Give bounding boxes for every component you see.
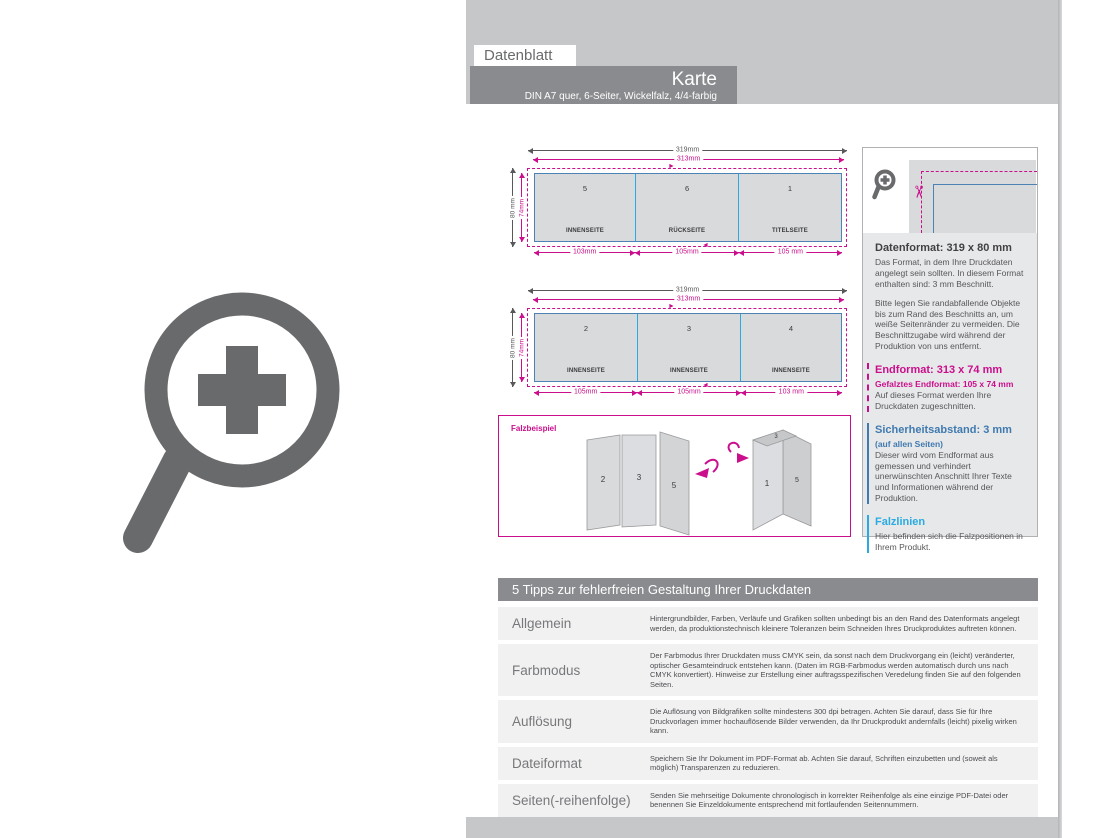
tip-text: Speichern Sie Ihr Dokument im PDF-Format ab. Achten Sie darauf, Schriften einzubetten und (soweit als möglich) Transparenzen zu reduzieren.	[650, 753, 998, 773]
panel-label: INNENSEITE	[566, 368, 605, 374]
table-row	[498, 607, 1038, 640]
dim-height-outer-bottom	[509, 308, 517, 387]
scissors-icon: ✂	[909, 184, 929, 200]
table-row	[498, 700, 1038, 743]
section-datenformat	[867, 241, 1028, 352]
fold-example-illustration	[499, 416, 850, 536]
dim-panel-width	[534, 248, 635, 260]
dim-height-inner-bottom	[518, 313, 526, 382]
panel-label: RÜCKSEITE	[668, 228, 706, 234]
zoom-plus-icon-small	[871, 168, 903, 204]
dim-label: 103mm	[570, 249, 599, 257]
panel-label: INNENSEITE	[566, 228, 605, 234]
fold-open-panel-number: 5	[671, 481, 677, 490]
table-row	[498, 747, 1038, 780]
tip-text: Der Farbmodus Ihrer Druckdaten muss CMYK sein, da sonst nach dem Druckvorgang ein (leicht) veränderter, optischer Gesamteindruck entstehen kann. (Daten im RGB-Farbmodus werden automatisch durch uns nach CMYK konvertiert). Hinweise zur Erstellung einer auftragsspezifischen Veredelung finden Sie auf den folgenden Seiten.	[650, 651, 1021, 689]
dim-label: 105 mm	[775, 249, 806, 257]
panel-number: 3	[686, 324, 692, 333]
fold-panels-top	[534, 173, 842, 242]
dim-width-outer-top	[528, 146, 847, 154]
page-edge-shadow	[1058, 0, 1062, 838]
dim-label: 80 mm	[509, 337, 517, 358]
section-sicherheitsabstand	[867, 423, 1028, 504]
panel-number: 5	[582, 184, 588, 193]
zoom-plus-icon[interactable]	[118, 278, 363, 563]
dim-panel-width	[635, 248, 738, 260]
dim-label: 105mm	[571, 389, 600, 397]
tip-label: Farbmodus	[512, 662, 581, 678]
endformat-line	[933, 184, 934, 233]
section-body: Bitte legen Sie randabfallende Objekte bis zum Rand des Beschnitts an, um weiße Seitenränder zu vermeiden. Die Beschnittzugabe wird während der Produktion von uns entfernt.	[875, 297, 1021, 352]
tip-text: Die Auflösung von Bildgrafiken sollte mindestens 300 dpi betragen. Achten Sie darauf, dass Sie für Ihre Druckvorlagen immer hochauflösende Bilder verwenden, da Ihr Druckprodukt andernfalls (leicht) pixelig wirken kann.	[650, 707, 1017, 736]
panel	[738, 174, 841, 241]
datenblatt-tab: Datenblatt	[474, 45, 576, 66]
section-title: Datenformat: 319 x 80 mm	[875, 242, 1012, 254]
endformat-line	[933, 184, 1037, 185]
panel-number: 6	[684, 184, 690, 193]
panel-label: INNENSEITE	[771, 368, 810, 374]
panel	[740, 314, 841, 381]
panel	[535, 314, 637, 381]
dim-label: 319mm	[673, 287, 702, 295]
dim-label: 105mm	[672, 249, 701, 257]
dim-height-outer-top	[509, 168, 517, 247]
fold-example-label: Falzbeispiel	[511, 424, 557, 433]
section-endformat	[867, 363, 1028, 412]
spec-sections	[863, 233, 1037, 553]
section-body: Das Format, in dem Ihre Druckdaten angelegt sein sollten. In diesem Format enthalten sind: 3 mm Beschnitt.	[875, 257, 1024, 289]
fold-direction-arrow-icon	[729, 443, 749, 463]
fold-closed-front-number: 1	[764, 479, 770, 488]
section-subtitle: (auf allen Seiten)	[875, 438, 944, 449]
panel-label: INNENSEITE	[669, 368, 708, 374]
dim-panel-width	[534, 388, 637, 400]
bleed-line	[921, 171, 1037, 172]
fold-mark-icon: ►	[668, 163, 675, 170]
panel-number: 4	[788, 324, 794, 333]
fold-closed-top-number: 3	[774, 434, 778, 440]
dim-width-outer-bottom	[528, 286, 847, 294]
bleed-detail-preview	[863, 148, 1037, 233]
product-title-bar	[470, 66, 737, 104]
dim-width-inner-bottom	[533, 295, 844, 303]
tip-label: Dateiformat	[512, 755, 582, 771]
dim-label: 319mm	[673, 147, 702, 155]
section-title: Endformat: 313 x 74 mm	[875, 364, 1003, 377]
dim-label: 74mm	[518, 338, 526, 357]
tip-label: Seiten(-reihenfolge)	[512, 792, 631, 808]
panel-number: 1	[787, 184, 793, 193]
panel	[637, 314, 740, 381]
footer-band	[466, 817, 1058, 838]
tips-header: 5 Tipps zur fehlerfreien Gestaltung Ihrer Druckdaten	[498, 578, 1038, 601]
panel	[535, 174, 635, 241]
tip-label: Allgemein	[512, 616, 572, 632]
datasheet-page	[466, 0, 1058, 838]
fold-mark-icon: ◄	[702, 382, 709, 389]
dim-width-inner-top	[533, 155, 844, 163]
section-body: Hier befinden sich die Falzpositionen in Ihrem Produkt.	[875, 531, 1023, 553]
dim-label: 80 mm	[509, 197, 517, 218]
dim-label: 74mm	[518, 198, 526, 217]
panel-number: 2	[583, 324, 589, 333]
fold-mark-icon: ►	[668, 303, 675, 310]
fold-direction-arrow-icon	[695, 460, 718, 478]
fold-mark-icon: ◄	[702, 242, 709, 249]
fold-closed-back-number: 5	[795, 477, 799, 484]
fold-open-panel-number: 3	[636, 473, 642, 482]
dim-panel-width	[741, 388, 842, 400]
fold-open-panel-number: 2	[600, 475, 606, 484]
dim-panel-width	[637, 388, 740, 400]
section-title: Falzlinien	[875, 516, 926, 529]
section-title: Sicherheitsabstand: 3 mm	[875, 423, 1012, 436]
product-subtitle: DIN A7 quer, 6-Seiter, Wickelfalz, 4/4-farbig	[524, 91, 717, 102]
table-row	[498, 644, 1038, 696]
bleed-line	[921, 171, 922, 233]
section-subtitle: Gefalztes Endformat: 105 x 74 mm	[875, 379, 1014, 390]
tips-table	[498, 607, 1038, 821]
panel-width-dims-bottom	[534, 388, 842, 400]
dim-label: 313mm	[674, 156, 703, 164]
dim-label: 313mm	[674, 296, 703, 304]
fold-panels-bottom	[534, 313, 842, 382]
tip-text: Hintergrundbilder, Farben, Verläufe und Grafiken sollten unbedingt bis an den Rand des Datenformats angelegt werden, da produktionstechnisch kleinere Toleranzen beim Schneiden Ihres Druckproduktes auftreten können.	[650, 614, 1020, 633]
table-row	[498, 784, 1038, 817]
tip-text: Senden Sie mehrseitige Dokumente chronologisch in korrekter Reihenfolge als eine einzige PDF-Datei oder benennen Sie Einzeldokumente entsprechend mit fortlaufenden Seitennummern.	[650, 790, 1009, 810]
dim-panel-width	[739, 248, 842, 260]
tip-label: Auflösung	[512, 713, 573, 729]
section-body: Dieser wird vom Endformat aus gemessen und verhindert unerwünschten Anschnitt Ihrer Texte und Informationen während der Produktion.	[875, 449, 1012, 504]
panel-width-dims-top	[534, 248, 842, 260]
section-falzlinien	[867, 515, 1028, 553]
panel	[635, 174, 738, 241]
spec-sidebar	[862, 147, 1038, 553]
dim-label: 103 mm	[776, 389, 807, 397]
section-body: Auf dieses Format werden Ihre Druckdaten zugeschnitten.	[875, 390, 992, 411]
dim-label: 105mm	[674, 389, 703, 397]
fold-example-box	[498, 415, 851, 537]
product-title: Karte	[671, 69, 717, 90]
panel-label: TITELSEITE	[772, 228, 809, 234]
dim-height-inner-top	[518, 173, 526, 242]
